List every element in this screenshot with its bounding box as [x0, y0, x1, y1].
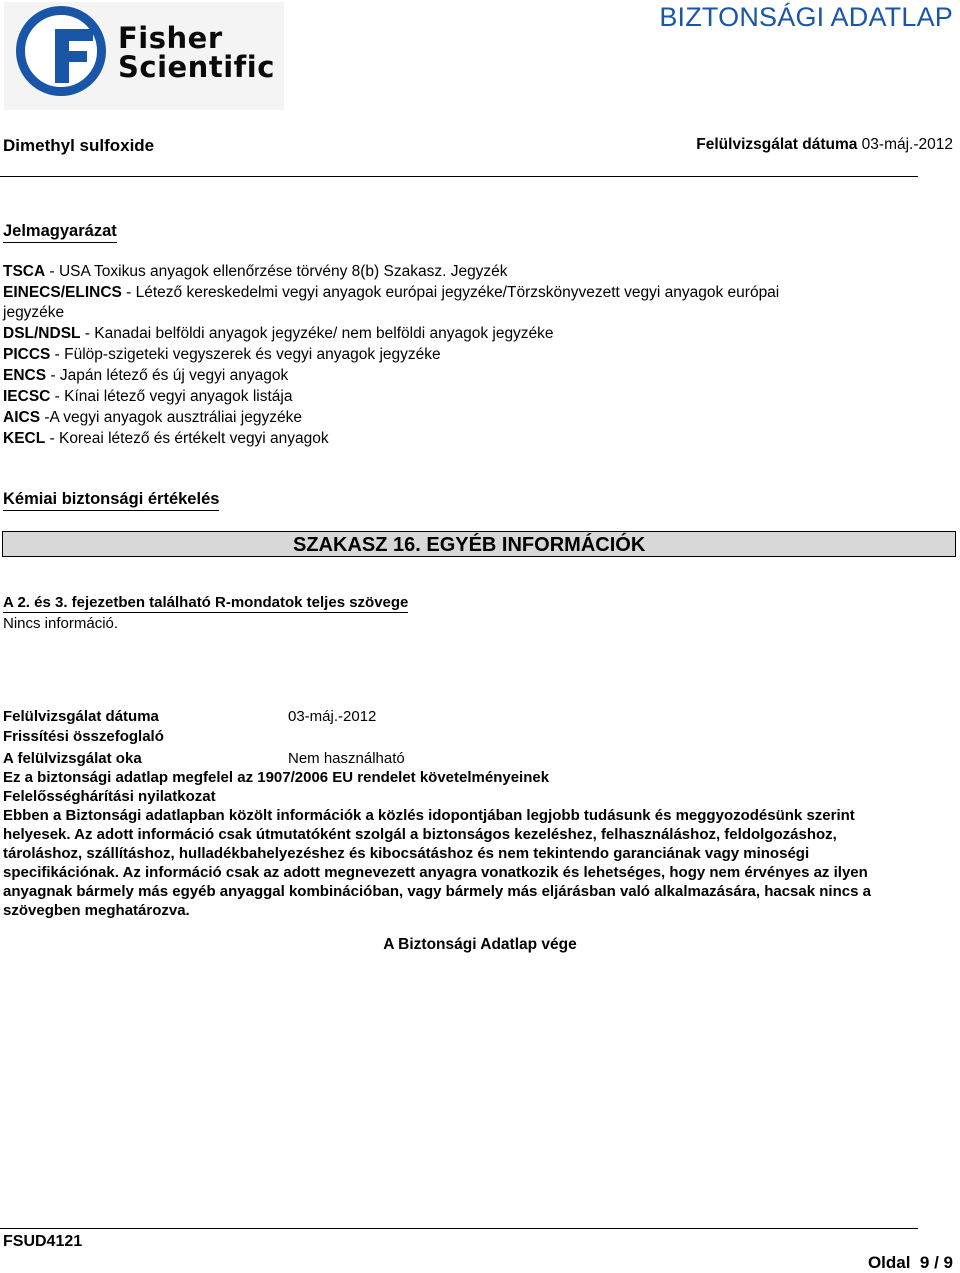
- disclaimer-line: specifikációnak. Az információ csak az adott megnevezett anyagra vonatkozik és lehetséges, hogy nem érvényes az ilyen: [3, 864, 868, 881]
- legend-abbr: AICS: [3, 409, 41, 426]
- logo-f-icon: [47, 25, 97, 85]
- revision-summary-label: Frissítési összefoglaló: [3, 728, 164, 745]
- legend-abbr: EINECS/ELINCS: [3, 284, 122, 301]
- disclaimer-line: helyesek. Az adott információ csak útmutatóként szolgál a biztonságos kezeléshez, felhasználáshoz, feldolgozáshoz,: [3, 826, 837, 843]
- legend-abbr: DSL/NDSL: [3, 325, 81, 342]
- legend-text: - USA Toxikus anyagok ellenőrzése törvény 8(b) Szakasz. Jegyzék: [45, 263, 508, 280]
- compliance-statement: Ez a biztonsági adatlap megfelel az 1907/2006 EU rendelet követelményeinek: [3, 769, 550, 786]
- legend-text: jegyzéke: [3, 304, 65, 321]
- legend-text: - Koreai létező és értékelt vegyi anyagok: [45, 430, 329, 447]
- header-revision: [696, 136, 953, 154]
- legend-heading: Jelmagyarázat: [3, 222, 117, 243]
- footer-code: FSUD4121: [3, 1233, 83, 1250]
- logo-circle-icon: [16, 6, 106, 96]
- legend-abbr: TSCA: [3, 263, 46, 280]
- legend-abbr: KECL: [3, 430, 46, 447]
- legend-item: [3, 283, 779, 303]
- legend-abbr: IECSC: [3, 388, 51, 405]
- legend-item: [3, 387, 292, 407]
- page-label: Oldal: [867, 1253, 911, 1272]
- revision-date-label: Felülvizsgálat dátuma: [3, 708, 159, 725]
- legend-text: - Kanadai belföldi anyagok jegyzéke/ nem belföldi anyagok jegyzéke: [80, 325, 554, 342]
- legend-text: - Japán létező és új vegyi anyagok: [46, 367, 289, 384]
- section-16-bar: [2, 531, 956, 557]
- legend-abbr: ENCS: [3, 367, 47, 384]
- header-revision-label: Felülvizsgálat dátuma: [696, 136, 858, 153]
- legend-abbr: PICCS: [3, 346, 51, 363]
- disclaimer-label: Felelősséghárítási nyilatkozat: [3, 788, 216, 805]
- disclaimer-line: anyagnak bármely más egyéb anyaggal kombinációban, vagy bármely más eljárásban való alkalmazására, hacsak nincs a: [3, 883, 871, 900]
- r-phrases-heading: A 2. és 3. fejezetben található R-mondatok teljes szövege: [3, 594, 409, 611]
- legend-text: -A vegyi anyagok ausztráliai jegyzéke: [40, 409, 302, 426]
- brand-line-2: Scientific: [118, 50, 275, 84]
- fisher-scientific-logo: [4, 2, 284, 110]
- logo-text: [118, 21, 275, 84]
- section-16-title: SZAKASZ 16. EGYÉB INFORMÁCIÓK: [293, 534, 646, 556]
- document-title: BIZTONSÁGI ADATLAP: [659, 2, 953, 32]
- disclaimer-line: szövegben meghatározva.: [3, 902, 190, 919]
- page-value: 9 / 9: [919, 1253, 953, 1272]
- legend-text: - Fülöp-szigeteki vegyszerek és vegyi anyagok jegyzéke: [50, 346, 441, 363]
- disclaimer-line: Ebben a Biztonsági adatlapban közölt információk a közlés idopontjában legjobb tudásunk és meggyozodésünk szerint: [3, 807, 855, 824]
- end-of-sheet: A Biztonsági Adatlap vége: [383, 936, 577, 953]
- footer-divider: [0, 1228, 918, 1229]
- legend-item: [3, 408, 302, 428]
- legend-text: - Létező kereskedelmi vegyi anyagok európai jegyzéke/Törzskönyvezett vegyi anyagok európai: [121, 284, 780, 301]
- revision-reason-value: Nem használható: [288, 750, 405, 767]
- legend-item: [3, 429, 329, 449]
- disclaimer-line: tároláshoz, szállításhoz, hulladékbahelyezéshez és kibocsátáshoz és nem tekintendo garanciának vagy minoségi: [3, 845, 810, 862]
- r-phrases-value: Nincs információ.: [3, 615, 119, 632]
- revision-date-value: 03-máj.-2012: [288, 708, 377, 725]
- legend-item: [3, 324, 554, 344]
- disclaimer-text: [3, 806, 948, 920]
- legend-text: - Kínai létező vegyi anyagok listája: [50, 388, 293, 405]
- chemical-safety-heading: Kémiai biztonsági értékelés: [3, 490, 219, 511]
- legend-item: [3, 262, 508, 282]
- product-name: Dimethyl sulfoxide: [3, 136, 155, 155]
- page-number: [868, 1253, 953, 1273]
- revision-reason-label: A felülvizsgálat oka: [3, 750, 142, 767]
- header-divider: [0, 176, 918, 177]
- legend-item: [3, 345, 441, 365]
- legend-item: [3, 366, 288, 386]
- legend-item: [3, 303, 64, 323]
- header-revision-date: 03-máj.-2012: [861, 136, 953, 153]
- brand-line-1: Fisher: [118, 21, 223, 55]
